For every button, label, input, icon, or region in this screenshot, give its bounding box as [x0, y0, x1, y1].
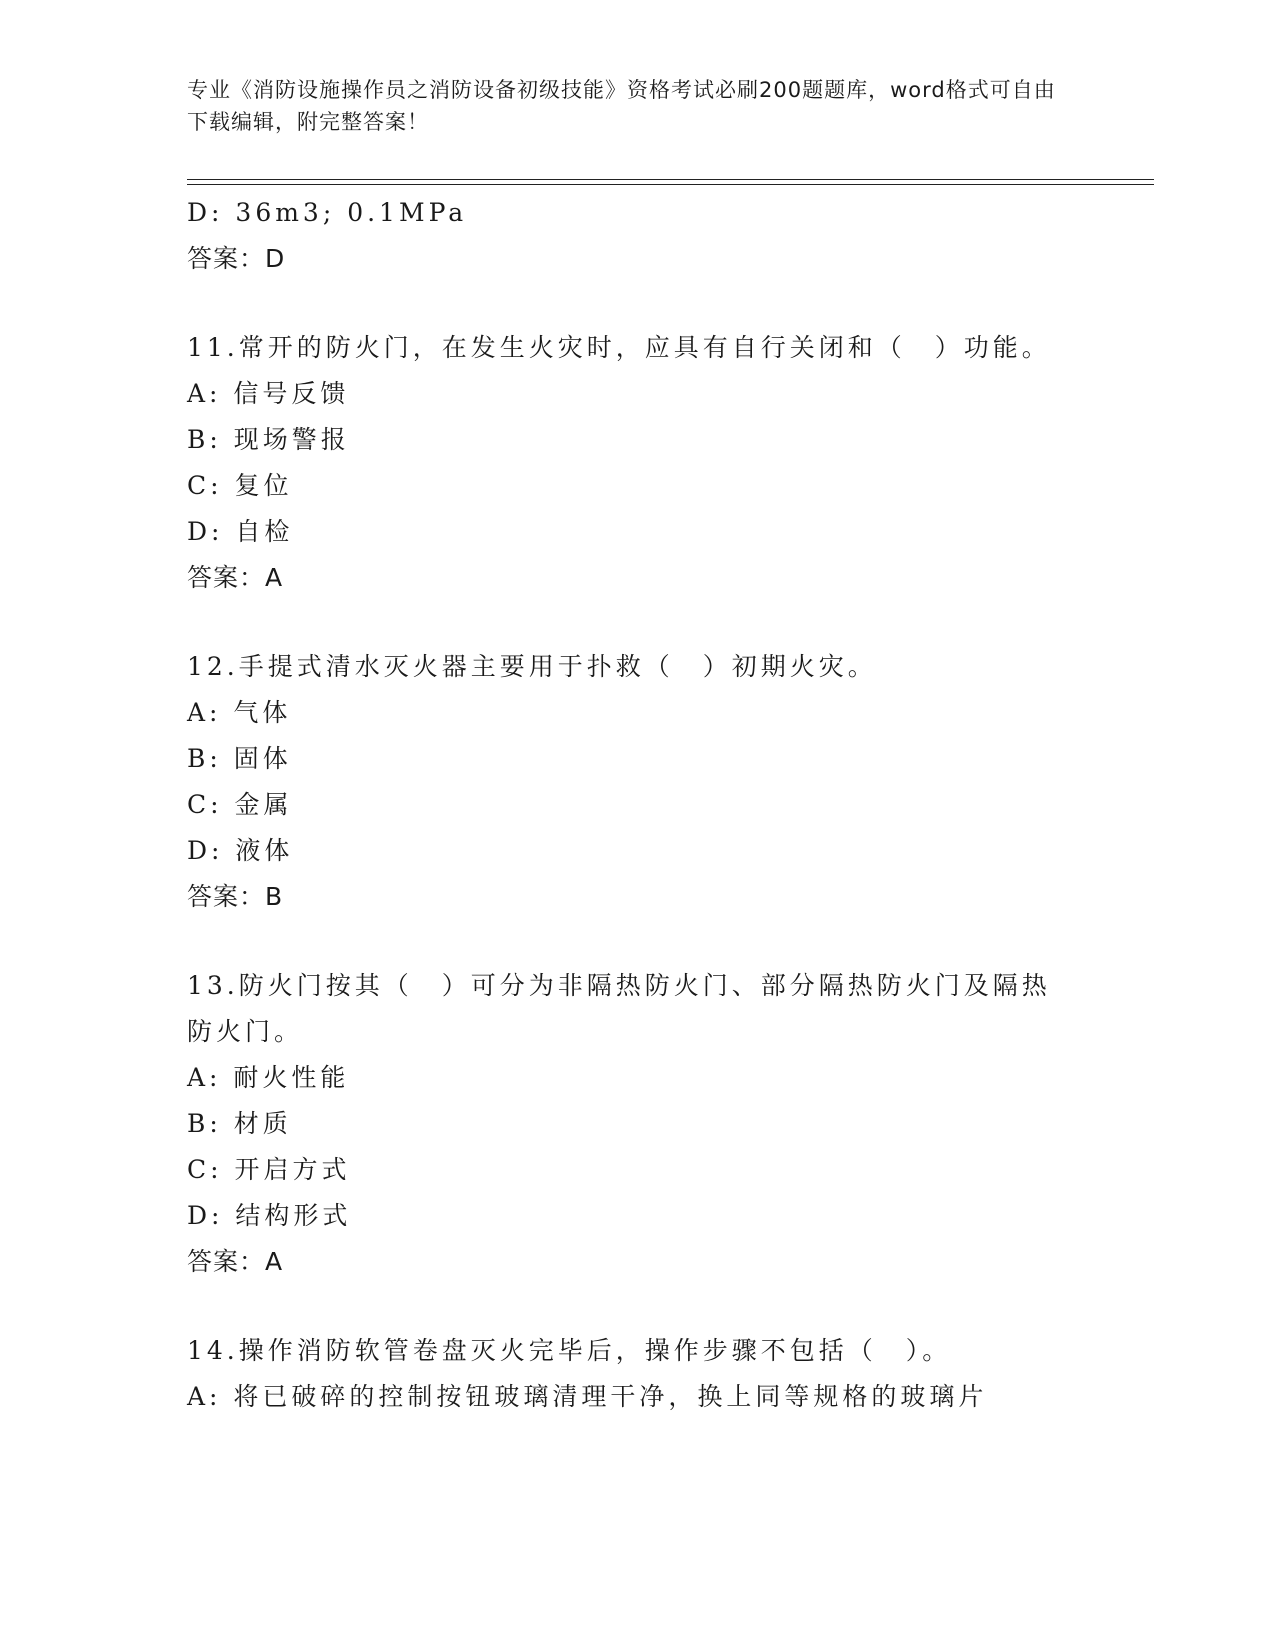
question-text: 12.手提式清水灭火器主要用于扑救（ ）初期火灾。: [187, 652, 877, 681]
question-text: 11.常开的防火门，在发生火灾时，应具有自行关闭和（ ）功能。: [187, 333, 1051, 362]
page-header: 专业《消防设施操作员之消防设备初级技能》资格考试必刷200题题库，word格式可自由下载编辑，附完整答案！: [187, 78, 1056, 134]
option-b: B: 固体: [187, 744, 292, 773]
question-14: [187, 1328, 1087, 1420]
option-a: A: 气体: [187, 698, 292, 727]
question-text: 13.防火门按其（ ）可分为非隔热防火门、部分隔热防火门及隔热防火门。: [187, 971, 1051, 1046]
header-rule-bottom: [187, 184, 1154, 185]
question-13: [187, 963, 1087, 1285]
header-rule-top: [187, 179, 1154, 180]
question-content: [187, 190, 1087, 1420]
option-a: A: 耐火性能: [187, 1063, 350, 1092]
option-a: A: 将已破碎的控制按钮玻璃清理干净，换上同等规格的玻璃片: [187, 1382, 988, 1411]
answer: 答案：A: [187, 563, 284, 592]
option-d: D: 自检: [187, 517, 294, 546]
option-a: A: 信号反馈: [187, 379, 350, 408]
option-d: D: 液体: [187, 836, 294, 865]
option-b: B: 材质: [187, 1109, 292, 1138]
option-c: C: 开启方式: [187, 1155, 351, 1184]
answer: 答案：A: [187, 1247, 284, 1276]
question-text: 14.操作消防软管卷盘灭火完毕后，操作步骤不包括（ ）。: [187, 1336, 952, 1365]
option-c: C: 金属: [187, 790, 293, 819]
prev-answer: 答案：D: [187, 244, 286, 273]
option-c: C: 复位: [187, 471, 293, 500]
question-12: [187, 644, 1087, 920]
option-b: B: 现场警报: [187, 425, 350, 454]
prev-option-d: D: 36m3; 0.1MPa: [187, 198, 468, 227]
question-11: [187, 325, 1087, 601]
answer: 答案：B: [187, 882, 284, 911]
option-d: D: 结构形式: [187, 1201, 352, 1230]
